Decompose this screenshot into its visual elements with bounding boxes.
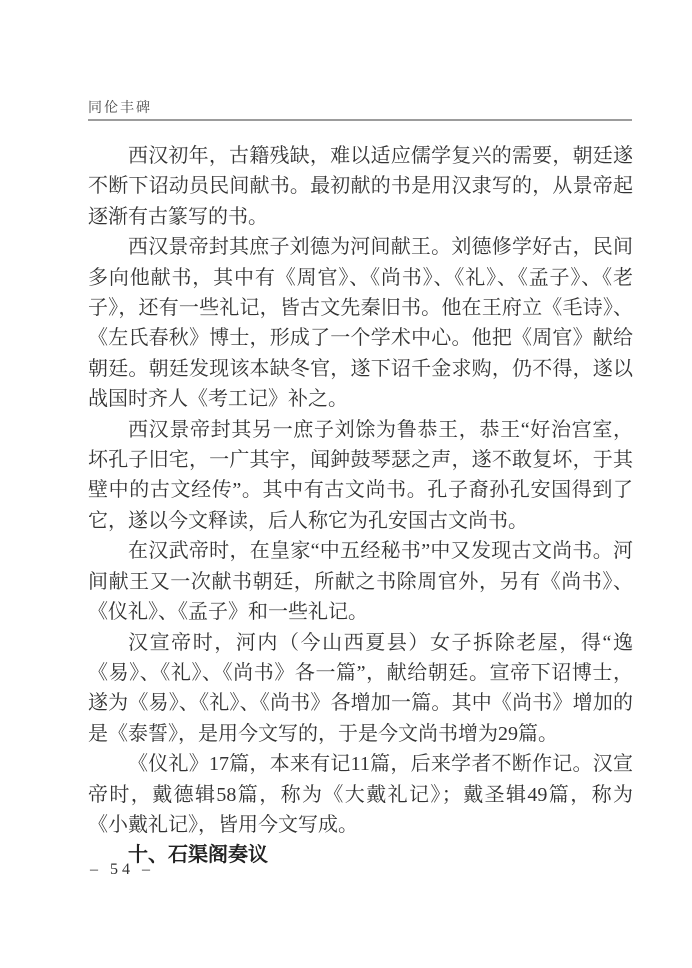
paragraph: 汉宣帝时，河内（今山西夏县）女子拆除老屋，得“逸《易》、《礼》、《尚书》各一篇”，献给朝廷。宣帝下诏博士，遂为《易》、《礼》、《尚书》各增加一篇。其中《尚书》增加的是《泰誓》，是用今文写的，于是今文尚书增为29篇。	[88, 631, 633, 745]
header-rule	[88, 119, 632, 121]
paragraph: 在汉武帝时，在皇家“中五经秘书”中又发现古文尚书。河间献王又一次献书朝廷，所献之书除周官外，另有《尚书》、《仪礼》、《孟子》和一些礼记。	[88, 540, 633, 624]
page-number: – 54 –	[90, 861, 154, 878]
paragraph: 西汉景帝封其庶子刘德为河间献王。刘德修学好古，民间多向他献书，其中有《周官》、《尚书》、《礼》、《孟子》、《老子》，还有一些礼记，皆古文先秦旧书。他在王府立《毛诗》、《左氏春秋》博士，形成了一个学术中心。他把《周官》献给朝廷。朝廷发现该本缺冬官，遂下诏千金求购，仍不得，遂以战国时齐人《考工记》补之。	[88, 236, 633, 411]
paragraph: 《仪礼》17篇，本来有记11篇，后来学者不断作记。汉宣帝时，戴德辑58篇，称为《大戴礼记》；戴圣辑49篇，称为《小戴礼记》，皆用今文写成。	[88, 753, 633, 836]
paragraph: 西汉景帝封其另一庶子刘馀为鲁恭王，恭王“好治宫室，坏孔子旧宅，一广其宇，闻鈡鼓琴瑟之声，遂不敢复坏，于其壁中的古文经传”。其中有古文尚书。孔子裔孙孔安国得到了它，遂以今文释读，后人称它为孔安国古文尚书。	[88, 418, 633, 532]
body-text	[88, 141, 633, 871]
section-heading: 十、石渠阁奏议	[128, 844, 268, 867]
running-header: 同伦丰碑	[88, 101, 152, 116]
paragraph: 西汉初年，古籍残缺，难以适应儒学复兴的需要，朝廷遂不断下诏动员民间献书。最初献的书是用汉隶写的，从景帝起逐渐有古篆写的书。	[88, 145, 633, 228]
